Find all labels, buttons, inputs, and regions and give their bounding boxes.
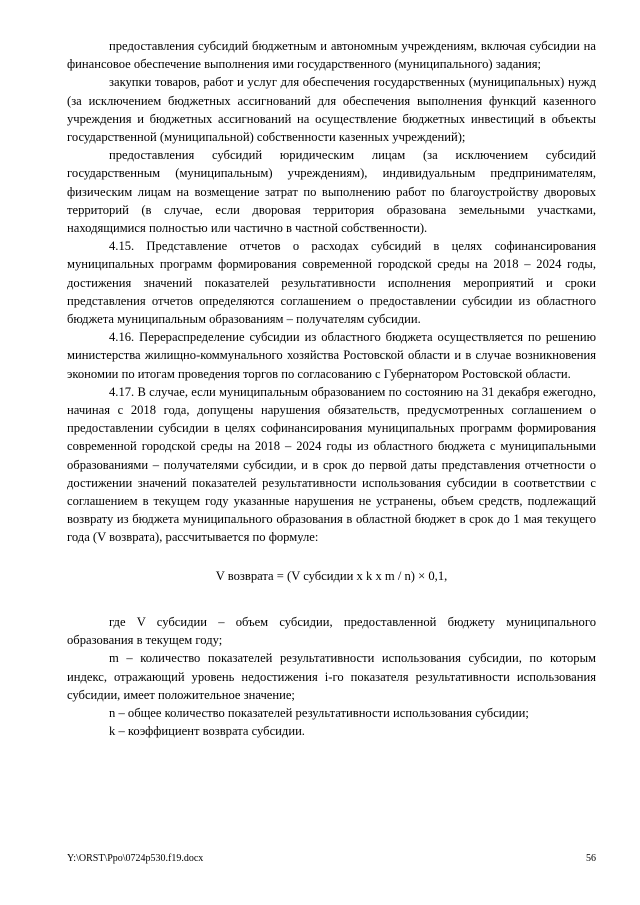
paragraph-4-16: 4.16. Перераспределение субсидии из областного бюджета осуществляется по решению министерства жилищно-коммунального хозяйства Ростовской области и в случае возникновения экономии по итогам проведения торгов по согласованию с Губернатором Ростовской области. — [67, 330, 596, 381]
document-body — [67, 37, 596, 740]
page-number: 56 — [586, 853, 596, 864]
definition-k: k – коэффициент возврата субсидии. — [109, 724, 305, 739]
paragraph-subsidies-legal-entities: предоставления субсидий юридическим лицам (за исключением субсидий государственным (муниципальным) учреждениям), индивидуальным предпринимателям, физическим лицам на возмещение затрат по выполнению работ по благоустройству дворовых территорий (в случае, если дворовая территория образована земельными участками, находящимися полностью или частично в частной собственности). — [67, 148, 596, 236]
paragraph-procurement: закупки товаров, работ и услуг для обеспечения государственных (муниципальных) нужд (за исключением бюджетных ассигнований для обеспечения выполнения функций казенного учреждения и бюджетных ассигнований на осуществление бюджетных инвестиций в объекты государственной (муниципальной) собственности казенных учреждений); — [67, 75, 596, 145]
definition-m: m – количество показателей результативности использования субсидии, по которым индекс, отражающий уровень недостижения i-го показателя результативности использования субсидии, имеет положительное значение; — [67, 651, 596, 702]
footer-file-path: Y:\ORST\Ppo\0724p530.f19.docx — [67, 853, 204, 864]
paragraph-subsidies-institutions: предоставления субсидий бюджетным и автономным учреждениям, включая субсидии на финансовое обеспечение выполнения ими государственного (муниципального) задания; — [67, 39, 596, 72]
definition-n: n – общее количество показателей результативности использования субсидии; — [109, 705, 529, 720]
return-formula: V возврата = (V субсидии x k x m / n) × 0,1, — [215, 568, 448, 583]
paragraph-4-17: 4.17. В случае, если муниципальным образованием по состоянию на 31 декабря ежегодно, начиная с 2018 года, допущены нарушения обязательств, предусмотренных соглашением о предоставлении субсидии в целях софинансирования муниципальных программ формирования современной городской среды на 2018 – 2024 годы из областного бюджета с муниципальными образованиями – получателями субсидии, и в срок до первой даты представления отчетности о достижении значений показателей результативности использования субсидии в соответствии с соглашением в текущем году указанные нарушения не устранены, объем средств, подлежащий возврату из бюджета муниципального образования в областной бюджет в срок до 1 мая текущего года (V возврата), рассчитывается по формуле: — [67, 384, 596, 545]
paragraph-4-15: 4.15. Представление отчетов о расходах субсидий в целях софинансирования муниципальных программ формирования современной городской среды на 2018 – 2024 годы, достижения значений показателей результативности исполнения мероприятий и сроки представления отчетов определяются соглашением о предоставлении субсидии из областного бюджета муниципальным образованиям – получателям субсидии. — [67, 239, 596, 327]
definition-v-subsidy: где V субсидии – объем субсидии, предоставленной бюджету муниципального образования в текущем году; — [67, 614, 596, 648]
